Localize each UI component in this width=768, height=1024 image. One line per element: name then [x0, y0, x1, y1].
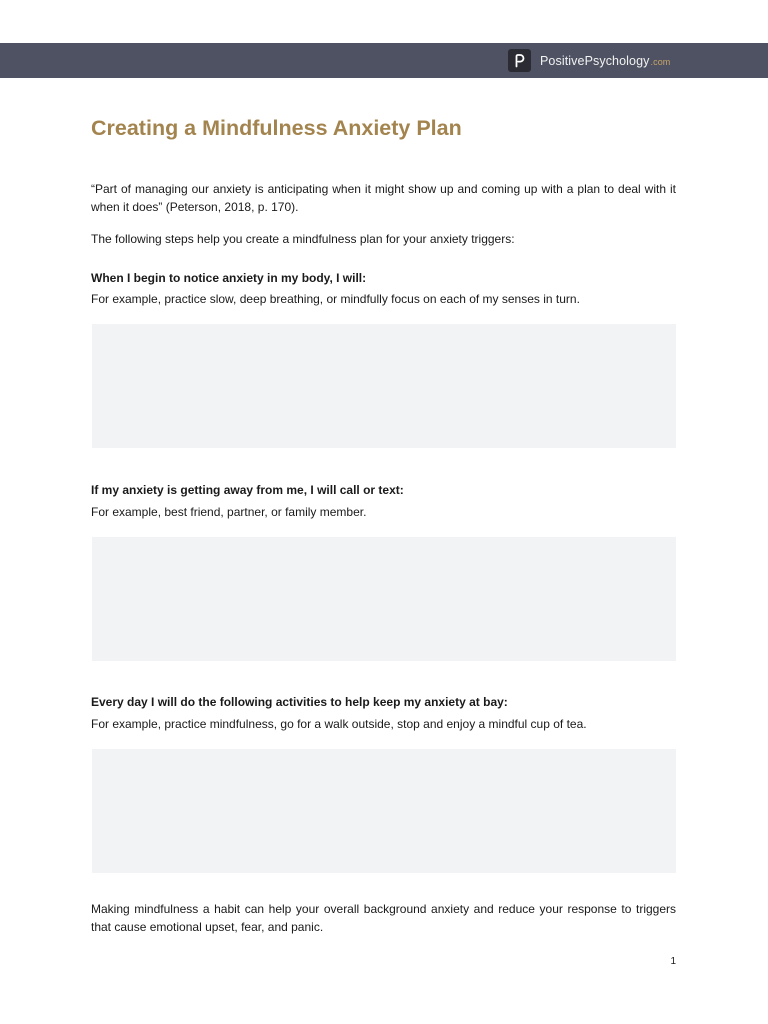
section-1-example: For example, practice slow, deep breathing, or mindfully focus on each of my senses in turn.: [91, 292, 580, 306]
brand-name: [540, 54, 670, 68]
section-1-answer-field[interactable]: [92, 324, 676, 448]
page-number: 1: [670, 956, 676, 967]
section-2-example: For example, best friend, partner, or family member.: [91, 505, 367, 519]
intro-paragraph: The following steps help you create a mindfulness plan for your anxiety triggers:: [91, 232, 515, 246]
brand: [508, 49, 670, 72]
brand-tld: .com: [650, 56, 671, 67]
section-2-prompt: If my anxiety is getting away from me, I will call or text:: [91, 483, 404, 497]
quote-paragraph: “Part of managing our anxiety is anticipating when it might show up and coming up with a plan to deal with it when it does” (Peterson, 2018, p. 170).: [91, 182, 676, 214]
brand-name-text: PositivePsychology: [540, 53, 650, 68]
p-logo-icon: [508, 49, 531, 72]
closing-paragraph: Making mindfulness a habit can help your overall background anxiety and reduce your response to triggers that cause emotional upset, fear, and panic.: [91, 902, 676, 934]
page-title: Creating a Mindfulness Anxiety Plan: [91, 116, 462, 140]
section-1-prompt: When I begin to notice anxiety in my body, I will:: [91, 271, 367, 285]
section-3-answer-field[interactable]: [92, 749, 676, 873]
header-bar: [0, 43, 768, 78]
section-3-example: For example, practice mindfulness, go for a walk outside, stop and enjoy a mindful cup of tea.: [91, 717, 587, 731]
section-2-answer-field[interactable]: [92, 537, 676, 661]
section-3-prompt: Every day I will do the following activities to help keep my anxiety at bay:: [91, 695, 508, 709]
